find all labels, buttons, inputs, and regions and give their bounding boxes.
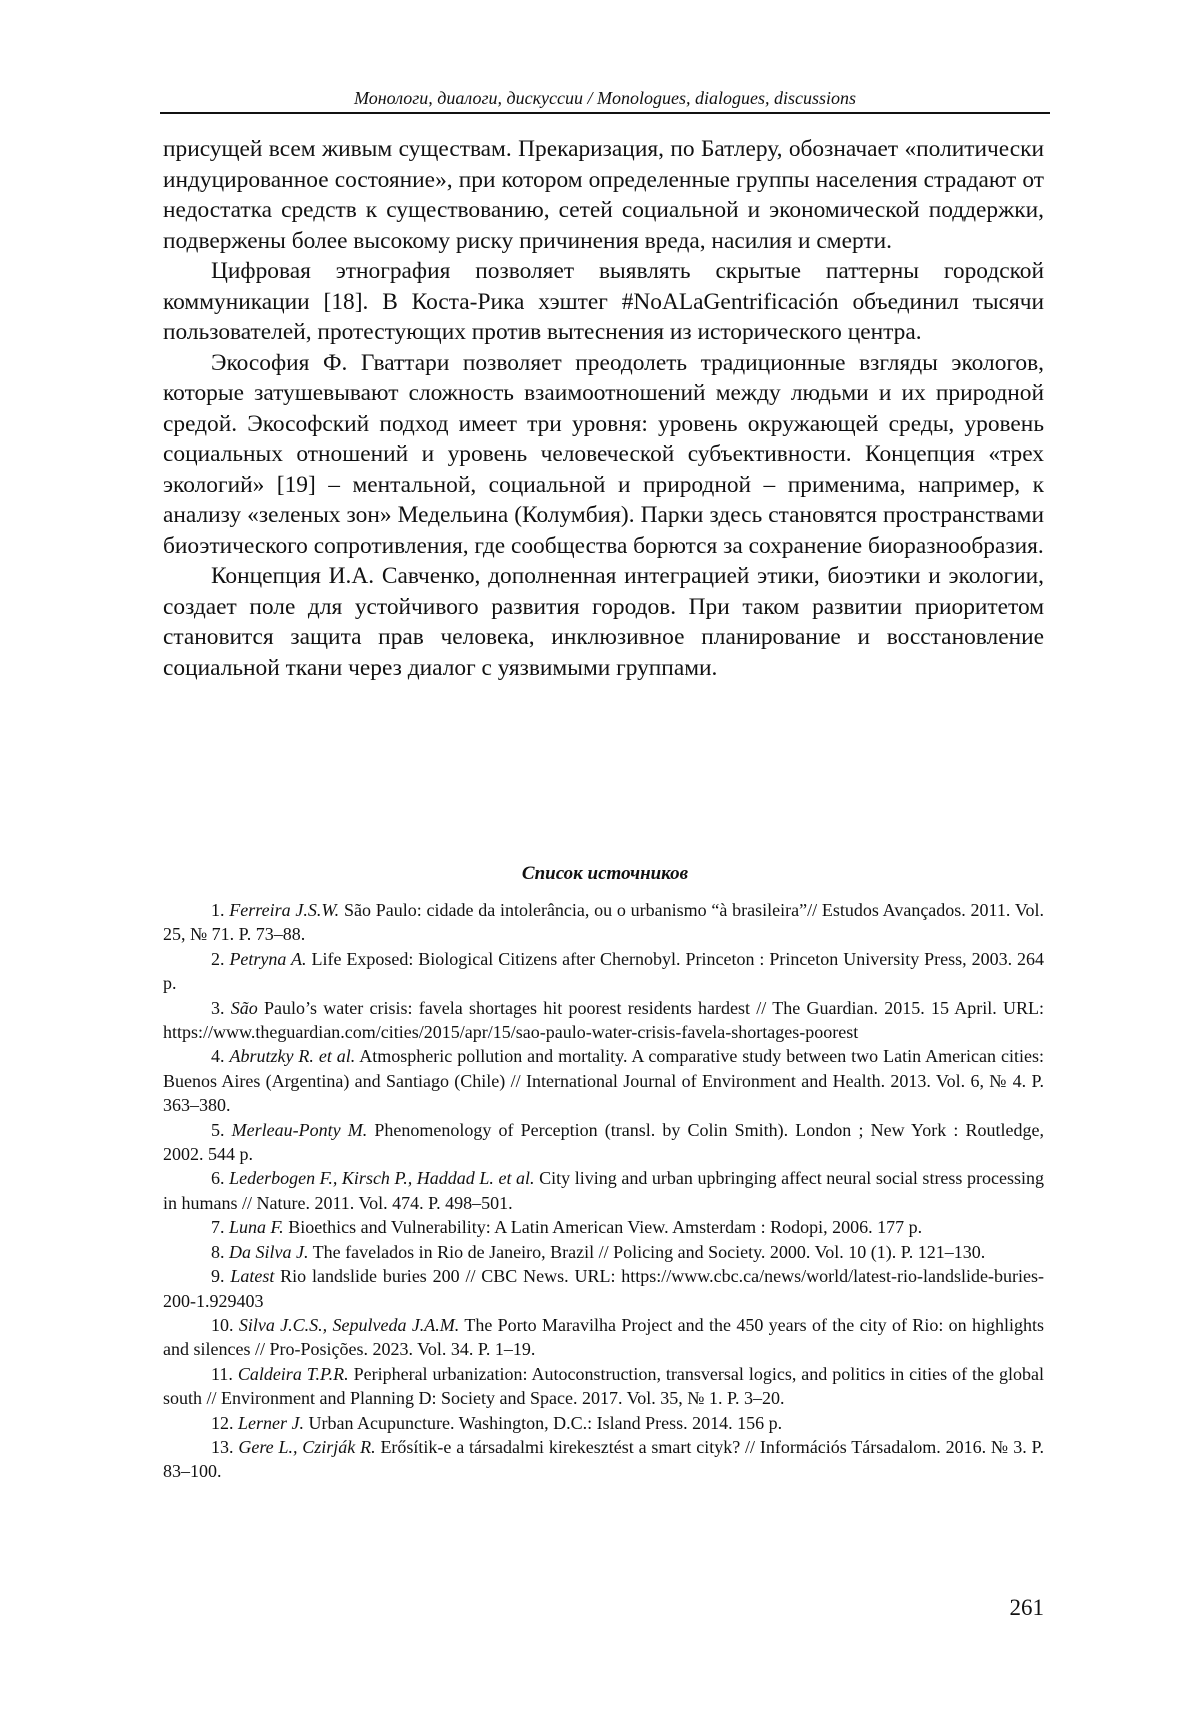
reference-text: Paulo’s water crisis: favela shortages hit poorest residents hardest // The Guardian. 2015. 15 April. URL: https://www.theguardian.com/cities/2015/apr/15/sao-paulo-water-crisis-favela-shortages-poorest	[163, 997, 1045, 1043]
reference-item	[163, 1118, 1044, 1167]
reference-item	[163, 1215, 1044, 1239]
reference-number: 9.	[211, 1266, 225, 1287]
reference-number: 4.	[211, 1046, 225, 1067]
body-paragraph: Цифровая этнография позволяет выявлять скрытые паттерны городской коммуникации [18]. В Коста-Рика хэштег #NoALaGentrificación объединил тысячи пользователей, протестующих против вытеснения из исторического центра.	[163, 258, 1044, 345]
reference-text: Atmospheric pollution and mortality. A comparative study between two Latin American cities: Buenos Aires (Argentina) and Santiago (Chile) // International Journal of Environment and Health. 2013. Vol. 6, № 4. P. 363–380.	[163, 1046, 1044, 1116]
reference-number: 1.	[211, 900, 225, 920]
reference-item	[163, 1435, 1044, 1484]
reference-number: 8.	[211, 1241, 225, 1262]
reference-item	[163, 1166, 1044, 1215]
reference-number: 3.	[211, 997, 225, 1018]
reference-item	[163, 1240, 1044, 1264]
reference-author: Abrutzky R. et al.	[229, 1046, 356, 1067]
reference-number: 10.	[211, 1314, 234, 1335]
page-number: 261	[1009, 1595, 1044, 1620]
reference-text: Urban Acupuncture. Washington, D.C.: Island Press. 2014. 156 p.	[308, 1412, 783, 1433]
reference-text: Phenomenology of Perception (transl. by Colin Smith). London ; New York : Routledge, 2002. 544 p.	[163, 1119, 1044, 1165]
reference-number: 12.	[211, 1412, 234, 1433]
reference-text: Bioethics and Vulnerability: A Latin American View. Amsterdam : Rodopi, 2006. 177 p.	[288, 1217, 923, 1238]
reference-number: 13.	[211, 1436, 234, 1457]
reference-item	[163, 947, 1044, 996]
reference-author: Luna F.	[229, 1217, 284, 1238]
reference-item	[163, 898, 1044, 947]
reference-number: 2.	[211, 948, 225, 969]
reference-number: 5.	[211, 1119, 225, 1140]
reference-text: Life Exposed: Biological Citizens after Chernobyl. Princeton : Princeton University Press, 2003. 264 p.	[163, 948, 1045, 994]
reference-text: City living and urban upbringing affect neural social stress processing in humans // Nature. 2011. Vol. 474. P. 498–501.	[163, 1168, 1045, 1213]
reference-number: 6.	[211, 1168, 225, 1189]
body-paragraph: присущей всем живым существам. Прекаризация, по Батлеру, обозначает «политически индуцированное состояние», при котором определенные группы населения страдают от недостатка средств к существованию, сетей социальной и экономической поддержки, подвержены более высокому риску причинения вреда, насилия и смерти.	[163, 136, 1044, 254]
reference-number: 7.	[211, 1217, 225, 1238]
body-paragraph: Экософия Ф. Гваттари позволяет преодолеть традиционные взгляды экологов, которые затушевывают сложность взаимоотношений между людьми и их природной средой. Экософский подход имеет три уровня: уровень окружающей среды, уровень социальных отношений и уровень человеческой субъективности. Концепция «трех экологий» [19] – ментальной, социальной и природной – применима, например, к анализу «зеленых зон» Медельина (Колумбия). Парки здесь становятся пространствами биоэтического сопротивления, где сообщества борются за сохранение биоразнообразия.	[163, 349, 1044, 559]
reference-author: Petryna A.	[229, 948, 307, 969]
reference-author: Gere L., Czirják R.	[238, 1436, 376, 1457]
reference-author: Ferreira J.S.W.	[229, 900, 340, 920]
reference-author: São	[230, 997, 258, 1018]
body-text	[163, 134, 1044, 683]
reference-item	[163, 1362, 1044, 1411]
reference-author: Lederbogen F., Kirsch P., Haddad L. et al.	[229, 1168, 535, 1189]
reference-author: Da Silva J.	[229, 1241, 309, 1262]
reference-text: Rio landslide buries 200 // CBC News. URL: https://www.cbc.ca/news/world/latest-rio-landslide-buries-200-1.929403	[163, 1266, 1044, 1311]
reference-author: Latest	[230, 1266, 275, 1287]
reference-author: Merleau-Ponty M.	[231, 1119, 368, 1140]
reference-text: Erősítik-e a társadalmi kirekesztést a smart cityk? // Információs Társadalom. 2016. № 3. P. 83–100.	[163, 1436, 1045, 1482]
reference-item	[163, 1044, 1044, 1117]
reference-item	[163, 996, 1044, 1045]
reference-item	[163, 1313, 1044, 1362]
reference-author: Caldeira T.P.R.	[237, 1363, 349, 1384]
reference-author: Silva J.C.S., Sepulveda J.A.M.	[238, 1314, 460, 1335]
reference-text: The Porto Maravilha Project and the 450 years of the city of Rio: on highlights and silences // Pro-Posições. 2023. Vol. 34. P. 1–19.	[163, 1314, 1045, 1360]
reference-author: Lerner J.	[238, 1412, 304, 1433]
reference-text: The favelados in Rio de Janeiro, Brazil // Policing and Society. 2000. Vol. 10 (1). P. 121–130.	[312, 1241, 986, 1262]
reference-item	[163, 1411, 1044, 1435]
header-rule	[160, 112, 1050, 114]
sources-title: Список источников	[521, 863, 689, 884]
reference-list	[163, 898, 1044, 1484]
reference-item	[163, 1264, 1044, 1313]
running-head: Монологи, диалоги, дискуссии / Monologues, dialogues, discussions	[354, 88, 856, 108]
reference-number: 11.	[211, 1363, 233, 1384]
reference-text: São Paulo: cidade da intolerância, ou o urbanismo “à brasileira”// Estudos Avançados. 2011. Vol. 25, № 71. P. 73–88.	[163, 900, 1045, 945]
reference-text: Peripheral urbanization: Autoconstruction, transversal logics, and politics in cities of the global south // Environment and Planning D: Society and Space. 2017. Vol. 35, № 1. P. 3–20.	[163, 1363, 1044, 1409]
body-paragraph: Концепция И.А. Савченко, дополненная интеграцией этики, биоэтики и экологии, создает поле для устойчивого развития городов. При таком развитии приоритетом становится защита прав человека, инклюзивное планирование и восстановление социальной ткани через диалог с уязвимыми группами.	[163, 563, 1044, 681]
